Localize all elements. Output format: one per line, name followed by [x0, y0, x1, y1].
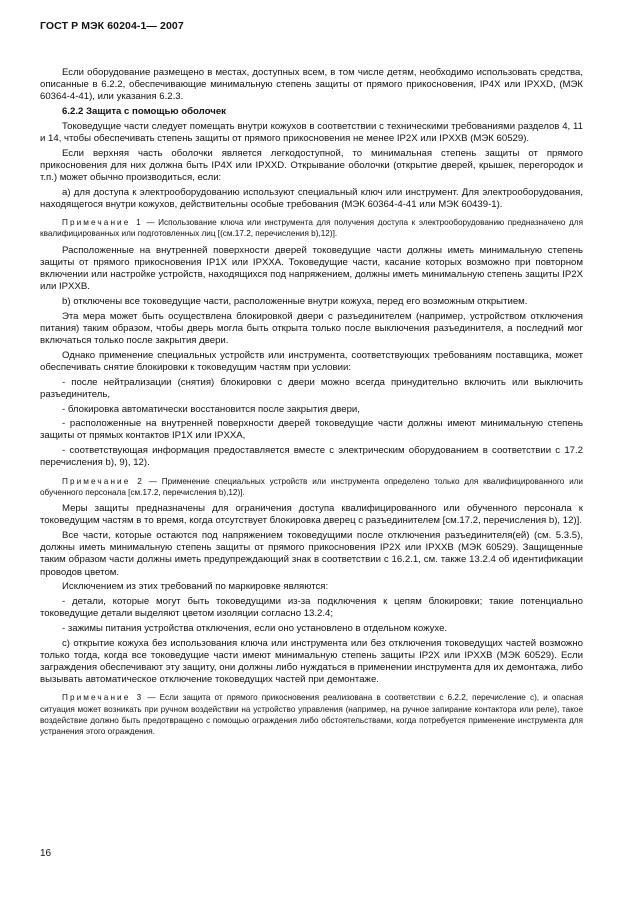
paragraph: с) открытие кожуха без использования ключа или инструмента или без отключения токоведущих частей возможно только тогда, когда все токоведущие части имеют минимальную степень защиты IP2X или IPXXB (МЭК 60529). Если заграждения обеспечивают эту защиту, они должны либо нуждаться в применении инструмента для их демонтажа, либо вызывать автоматическое отключение токоведущих частей при демонтаже. — [40, 637, 583, 686]
note-label: Примечание 1 — [62, 218, 143, 228]
paragraph: Если оборудование размещено в местах, доступных всем, в том числе детям, необходимо использовать средства, описанные в 6.2.2, обеспечивающие минимальную степень защиты от прямого прикосновения, IP4X или IPXXD, (МЭК 60364-4-41), или указания 6.2.3. — [40, 67, 583, 103]
paragraph: Токоведущие части следует помещать внутри кожухов в соответствии с техническими требованиями разделов 4, 11 и 14, чтобы обеспечивать степень защиты от прямого прикосновения не менее IP2X или IPXXB (МЭК 60529). — [40, 120, 583, 145]
list-item: - соответствующая информация предоставляется вместе с электрическим оборудованием в соответствии с 17.2 перечисления b), 9), 12). — [40, 445, 583, 469]
paragraph: а) для доступа к электрооборудованию используют специальный ключ или инструмент. Для электрооборудования, находящегося внутри кожухов, действительны особые требования (МЭК 60364-4-41 или МЭК 60439-1). — [40, 186, 583, 211]
paragraph: b) отключены все токоведущие части, расположенные внутри кожуха, перед его возможным открытием. — [62, 295, 528, 307]
note-1 — [40, 217, 583, 239]
page-number: 16 — [40, 848, 52, 859]
list-item: - после нейтрализации (снятия) блокировки с двери можно всегда принудительно включить или выключить разъединитель, — [40, 376, 583, 400]
note-2 — [40, 476, 583, 498]
note-label: Примечание 3 — [62, 693, 144, 703]
paragraph: Однако применение специальных устройств или инструмента, соответствующих требованиям поставщика, может обеспечивать снятие блокировки к токоведущим частям при условии: — [40, 349, 583, 373]
paragraph: Расположенные на внутренней поверхности дверей токоведущие части должны иметь минимальную степень защиты от прямого прикосновения IP1X или IPXXA. Токоведущие части, касание которых возможно при повторном включении или настройке устройств, находящихся под напряжением, должны иметь минимальную степень защиты IP2X или IPXXB. — [40, 244, 583, 293]
note-3 — [40, 692, 583, 737]
note-label: Примечание 2 — [62, 476, 144, 486]
note-text: — Если защита от прямого прикосновения реализована в соответствии с 6.2.2, перечисление с), и опасная ситуация может возникать при ручном воздействии на устройство управления (например, на ручное запирание контактора или реле), такое воздействие должно быть предотвращено с помощью ограждения либо обстоятельствами, когда потребуется применение инструмента для устранения этого ограждения. — [40, 693, 584, 736]
note-text: — Применение специальных устройств или инструмента определено только для квалифицированного или обученного персонала [см.17.2, перечисления b),12)]. — [40, 476, 584, 497]
paragraph: Исключением из этих требований по маркировке являются: — [62, 581, 329, 593]
paragraph: Если верхняя часть оболочки является легкодоступной, то минимальная степень защиты от прямого прикосновения для них должна быть IP4X или IPXXD. Открывание оболочки (открытие дверей, крышек, перегородок и т.п.) может обычно производиться, если: — [40, 147, 583, 184]
list-item: - детали, которые могут быть токоведущими из-за подключения к цепям блокировки; такие потенциально токоведущие детали выделяют цветом изоляции согласно 13.2.4; — [40, 595, 583, 620]
paragraph: Меры защиты предназначены для ограничения доступа квалифицированного или обученного персонала к токоведущим частям в то время, когда отсутствует блокировка дверец с разъединителем [см.17.2, перечисления b), 12)]. — [40, 503, 583, 527]
document-body — [40, 67, 583, 742]
paragraph: Эта мера может быть осуществлена блокировкой двери с разъединителем (например, устройством отключения питания) таким образом, чтобы дверь могла быть открыта только после выключения разъединителя, а последний мог включаться только после закрытия двери. — [40, 310, 583, 347]
paragraph: Все части, которые остаются под напряжением токоведущими после отключения разъединителя(ей) (см. 5.3.5), должны иметь минимальную степень защиты от прямого прикосновения IP2X или IPXXB (МЭК 60529). Защищенные таким образом части должны иметь предупреждающий знак в соответствии с 16.2.1, см. также 13.2.4 об идентификации проводов цветом. — [40, 529, 583, 578]
list-item: - расположенные на внутренней поверхности дверей токоведущие части должны имеют минимальную степень защиты от прямых контактов IP1X или IPXXA, — [40, 418, 583, 442]
note-text: — Использование ключа или инструмента для получения доступа к электрооборудованию предназначено для квалифицированных или подготовленных лиц [(см.17.2, перечисления b),12)]. — [40, 218, 584, 239]
document-header: ГОСТ Р МЭК 60204-1— 2007 — [40, 20, 184, 32]
list-item: - зажимы питания устройства отключения, если оно установлено в отдельном кожухе. — [62, 622, 448, 634]
section-heading: 6.2.2 Защита с помощью оболочек — [62, 106, 226, 118]
list-item: - блокировка автоматически восстановится после закрытия двери, — [62, 403, 360, 415]
